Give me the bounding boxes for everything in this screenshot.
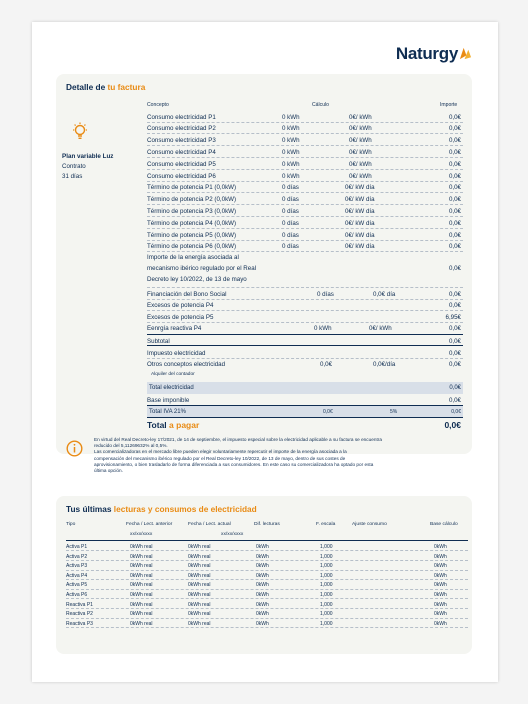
brand-name: Naturgy (395, 44, 458, 63)
plan-contract: Contrato (62, 163, 86, 170)
reading-row: Activa P1 0kWh real 0kWh real 0kWh 1,000 0kWh (66, 542, 468, 551)
invoice-line-row: Consumo electricidad P3 0 kWh 0€/ kWh 0,0€ (147, 135, 463, 147)
bono-social-row: Financiación del Bono Social 0 días 0,0€ día 0,0€ (147, 288, 463, 300)
reading-row: Activa P5 0kWh real 0kWh real 0kWh 1,000 0kWh (66, 580, 468, 589)
header-concept: Concepto (147, 102, 169, 108)
flame-icon (459, 47, 472, 60)
naturgy-logo (396, 44, 472, 64)
invoice-line-row: Término de potencia P2 (0,0kW) 0 días 0€/ kW día 0,0€ (147, 194, 463, 206)
plan-info (62, 152, 113, 182)
reading-row: Reactiva P2 0kWh real 0kWh real 0kWh 1,000 0kWh (66, 609, 468, 618)
tax-note: En virtud del Real Decreto-ley 17/2021, de 14 de septiembre, el impuesto especial sobre la electricidad aplicable a su factura se encuentra reducido del 5,11269632% al 0,5%. Las comercializadoras en el mercado libre pueden elegir voluntariamente repercutir el importe de la energía asociada a la compensación del mecanismo ibérico regulado por el Real Decreto-ley 10/2022, de 13 de mayo, dentro de sus costes de aprovisionamiento, o bien trasladarlo de forma diferenciada a sus consumidores. En este caso su comercializadora ha optado por esta última opción. (94, 437, 382, 474)
meter-rental-label: Alquiler del contador (151, 372, 195, 377)
electricity-tax-row: Impuesto electricidad 0,0€ (147, 347, 463, 359)
subtotal-row: Subtotal 0,0€ (147, 334, 463, 346)
excess-p4-row: Excesos de potencia P4 0,0€ (147, 300, 463, 312)
total-to-pay: Total a pagar 0,0€ (147, 417, 463, 431)
invoice-line-row: Consumo electricidad P5 0 kWh 0€/ kWh 0,0€ (147, 158, 463, 170)
plan-days: 31 días (62, 173, 83, 180)
invoice-detail-title: Detalle de tu factura (66, 82, 146, 92)
total-iva-row: Total IVA 21% 0,0€ 5% 0,0€ (147, 406, 463, 418)
reading-row: Activa P6 0kWh real 0kWh real 0kWh 1,000 0kWh (66, 590, 468, 599)
iberian-row: Importe de la energía asociada al mecanismo ibérico regulado por el Real Decreto ley 10/2022, de 13 de mayo 0,0€ (147, 252, 463, 288)
invoice-line-row: Consumo electricidad P1 0 kWh 0€/ kWh 0,0€ (147, 111, 463, 123)
invoice-line-row: Término de potencia P4 (0,0kW) 0 días 0€/ kW día 0,0€ (147, 217, 463, 229)
invoice-line-row: Consumo electricidad P4 0 kWh 0€/ kWh 0,0€ (147, 146, 463, 158)
invoice-line-row: Término de potencia P3 (0,0kW) 0 días 0€/ kW día 0,0€ (147, 205, 463, 217)
invoice-line-row: Consumo electricidad P2 0 kWh 0€/ kWh 0,0€ (147, 123, 463, 135)
reading-row: Activa P2 0kWh real 0kWh real 0kWh 1,000 0kWh (66, 552, 468, 561)
invoice-page (32, 22, 498, 682)
header-amount: Importe (440, 102, 458, 108)
tax-base-row: Base imponible 0,0€ (147, 394, 463, 406)
other-concepts-row: Otros conceptos electricidad 0,0€ 0,0€/día 0,0€ (147, 361, 461, 368)
invoice-line-row: Término de potencia P6 (0,0kW) 0 días 0€/ kW día 0,0€ (147, 241, 463, 253)
reactive-p4-row: Eenrgía reactiva P4 0 kWh 0€/ kWh 0,0€ (147, 325, 461, 332)
readings-header: Tipo Fecha / Lect. anterior Fecha / Lect. actual Dif. lecturas F. escala Ajuste consumo Base cálculo (66, 522, 458, 527)
plan-name: Plan variable Luz (62, 153, 114, 160)
readings-dates: xx/xx/xxxx xx/xx/xxxx (66, 532, 468, 541)
excess-p5-row: Excesos de potencia P5 6,95€ (147, 311, 463, 323)
header-calc: Cálculo (312, 102, 329, 108)
reading-row: Reactiva P1 0kWh real 0kWh real 0kWh 1,000 0kWh (66, 600, 468, 609)
reading-row: Activa P3 0kWh real 0kWh real 0kWh 1,000 0kWh (66, 561, 468, 570)
invoice-line-row: Término de potencia P1 (0,0kW) 0 días 0€/ kW día 0,0€ (147, 182, 463, 194)
invoice-line-row: Consumo electricidad P6 0 kWh 0€/ kWh 0,0€ (147, 170, 463, 182)
invoice-line-row: Término de potencia P5 (0,0kW) 0 días 0€/ kW día 0,0€ (147, 229, 463, 241)
reading-row: Reactiva P3 0kWh real 0kWh real 0kWh 1,000 0kWh (66, 619, 468, 628)
readings-title: Tus últimas lecturas y consumos de electricidad (66, 504, 257, 514)
info-icon (66, 440, 83, 457)
total-electricity-row: Total electricidad 0,0€ (147, 382, 463, 394)
lightbulb-icon (71, 122, 89, 142)
reading-row: Activa P4 0kWh real 0kWh real 0kWh 1,000 0kWh (66, 571, 468, 580)
